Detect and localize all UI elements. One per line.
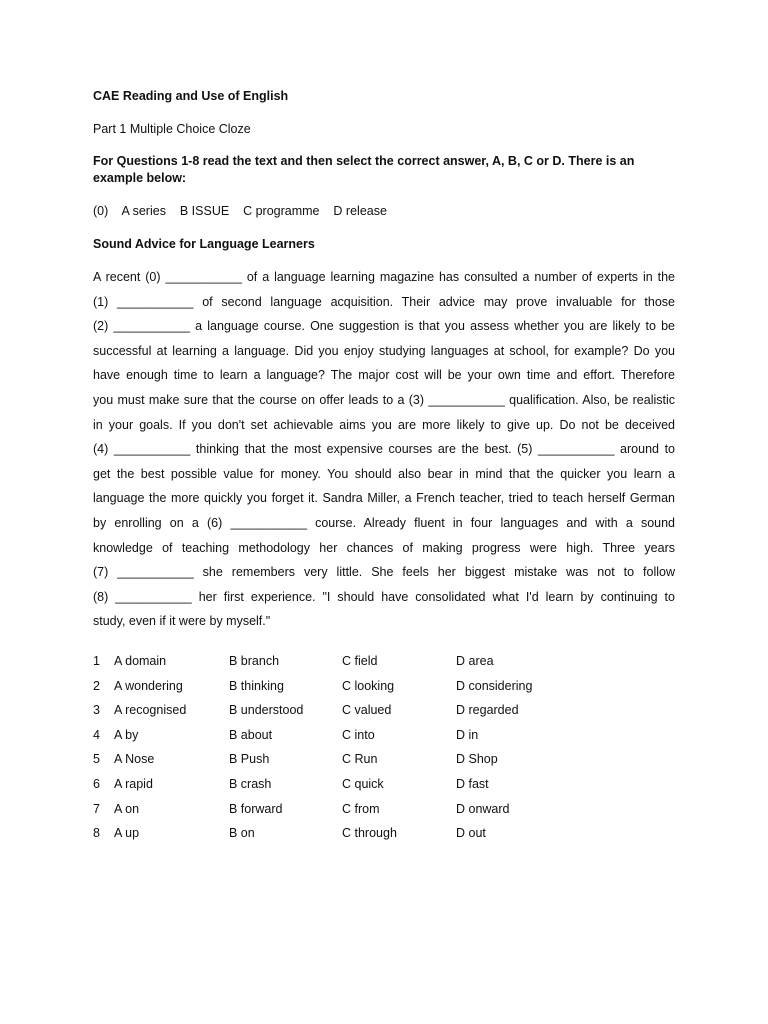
option-a: A on xyxy=(114,801,140,816)
option-b: B understood xyxy=(229,703,304,718)
passage-line: knowledge of teaching methodology her chances of making progress were high. Three years xyxy=(93,540,675,555)
option-b: B on xyxy=(229,826,255,841)
option-b: B forward xyxy=(229,801,283,816)
options-row xyxy=(93,701,553,726)
options-row xyxy=(93,775,553,800)
option-b: B Push xyxy=(229,752,270,767)
question-number: 3 xyxy=(93,703,100,718)
passage-line: successful at learning a language. Did you enjoy studying languages at school, for example? Do you xyxy=(93,343,675,358)
option-d: D Shop xyxy=(456,752,498,767)
instructions-line-1: For Questions 1-8 read the text and then select the correct answer, A, B, C or D. There is an xyxy=(93,154,635,168)
options-row xyxy=(93,824,553,849)
option-b: B thinking xyxy=(229,678,284,693)
option-c: C into xyxy=(342,727,375,742)
passage-line: by enrolling on a (6) ___________ course. Already fluent in four languages and with a sound xyxy=(93,515,675,530)
option-a: A recognised xyxy=(114,703,187,718)
example-option-a: A series xyxy=(121,204,166,218)
question-number: 8 xyxy=(93,826,100,841)
question-number: 4 xyxy=(93,727,100,742)
passage-line: A recent (0) ___________ of a language learning magazine has consulted a number of experts in the xyxy=(93,270,675,284)
option-d: D regarded xyxy=(456,703,519,718)
passage-line: you must make sure that the course on offer leads to a (3) ___________ qualification. Also, be realistic xyxy=(93,392,675,407)
example-line xyxy=(93,203,387,219)
passage-line: (8) ___________ her first experience. "I should have consolidated what I'd learn by continuing to xyxy=(93,589,675,604)
option-b: B branch xyxy=(229,654,280,668)
options-row xyxy=(93,677,553,702)
options-row xyxy=(93,750,553,775)
option-b: B crash xyxy=(229,776,272,791)
option-a: A domain xyxy=(114,654,167,668)
option-b: B about xyxy=(229,727,273,742)
option-c: C valued xyxy=(342,703,392,718)
option-d: D considering xyxy=(456,678,533,693)
question-number: 1 xyxy=(93,654,100,668)
passage-line: (1) ___________ of second language acquisition. Their advice may prove invaluable for those xyxy=(93,294,675,309)
option-d: D in xyxy=(456,727,479,742)
option-d: D area xyxy=(456,654,494,668)
part-heading: Part 1 Multiple Choice Cloze xyxy=(93,122,251,136)
option-c: C through xyxy=(342,826,397,841)
option-a: A wondering xyxy=(114,678,183,693)
option-c: C Run xyxy=(342,752,378,767)
passage-line: have enough time to learn a language? The major cost will be your own time and effort. Therefore xyxy=(93,368,675,383)
options-row xyxy=(93,726,553,751)
instructions-line-2: example below: xyxy=(93,171,187,185)
passage-line: get the best possible value for money. You should also bear in mind that the quicker you learn a xyxy=(93,466,675,481)
question-number: 2 xyxy=(93,678,100,693)
document-title: CAE Reading and Use of English xyxy=(93,89,289,103)
option-a: A rapid xyxy=(114,776,153,791)
example-label: (0) xyxy=(93,204,109,218)
option-c: C field xyxy=(342,654,378,668)
option-a: A up xyxy=(114,826,140,841)
example-option-d: D release xyxy=(333,204,387,218)
passage-line: (4) ___________ thinking that the most expensive courses are the best. (5) ___________ around to xyxy=(93,442,675,457)
passage-line: in your goals. If you don't set achievable aims you are more likely to give up. Do not be deceived xyxy=(93,417,675,432)
passage-line: (2) ___________ a language course. One suggestion is that you assess whether you are likely to be xyxy=(93,319,675,334)
option-d: D onward xyxy=(456,801,510,816)
answer-options-table xyxy=(93,652,553,849)
option-c: C quick xyxy=(342,776,384,791)
question-number: 7 xyxy=(93,801,100,816)
question-number: 6 xyxy=(93,776,100,791)
passage-line: language the more quickly you forget it. Sandra Miller, a French teacher, tried to teach herself German xyxy=(93,491,675,506)
question-number: 5 xyxy=(93,752,100,767)
passage-line: study, even if it were by myself." xyxy=(93,614,271,629)
option-d: D out xyxy=(456,826,486,841)
passage-title: Sound Advice for Language Learners xyxy=(93,237,315,251)
option-a: A Nose xyxy=(114,752,155,767)
example-option-b: B ISSUE xyxy=(179,204,230,218)
option-d: D fast xyxy=(456,776,489,791)
passage-text xyxy=(93,265,675,634)
option-c: C looking xyxy=(342,678,395,693)
option-c: C from xyxy=(342,801,380,816)
example-option-c: C programme xyxy=(243,204,320,218)
passage-line: (7) ___________ she remembers very little. She feels her biggest mistake was not to follow xyxy=(93,565,675,580)
options-row xyxy=(93,800,553,825)
option-a: A by xyxy=(114,727,139,742)
options-row xyxy=(93,652,553,677)
